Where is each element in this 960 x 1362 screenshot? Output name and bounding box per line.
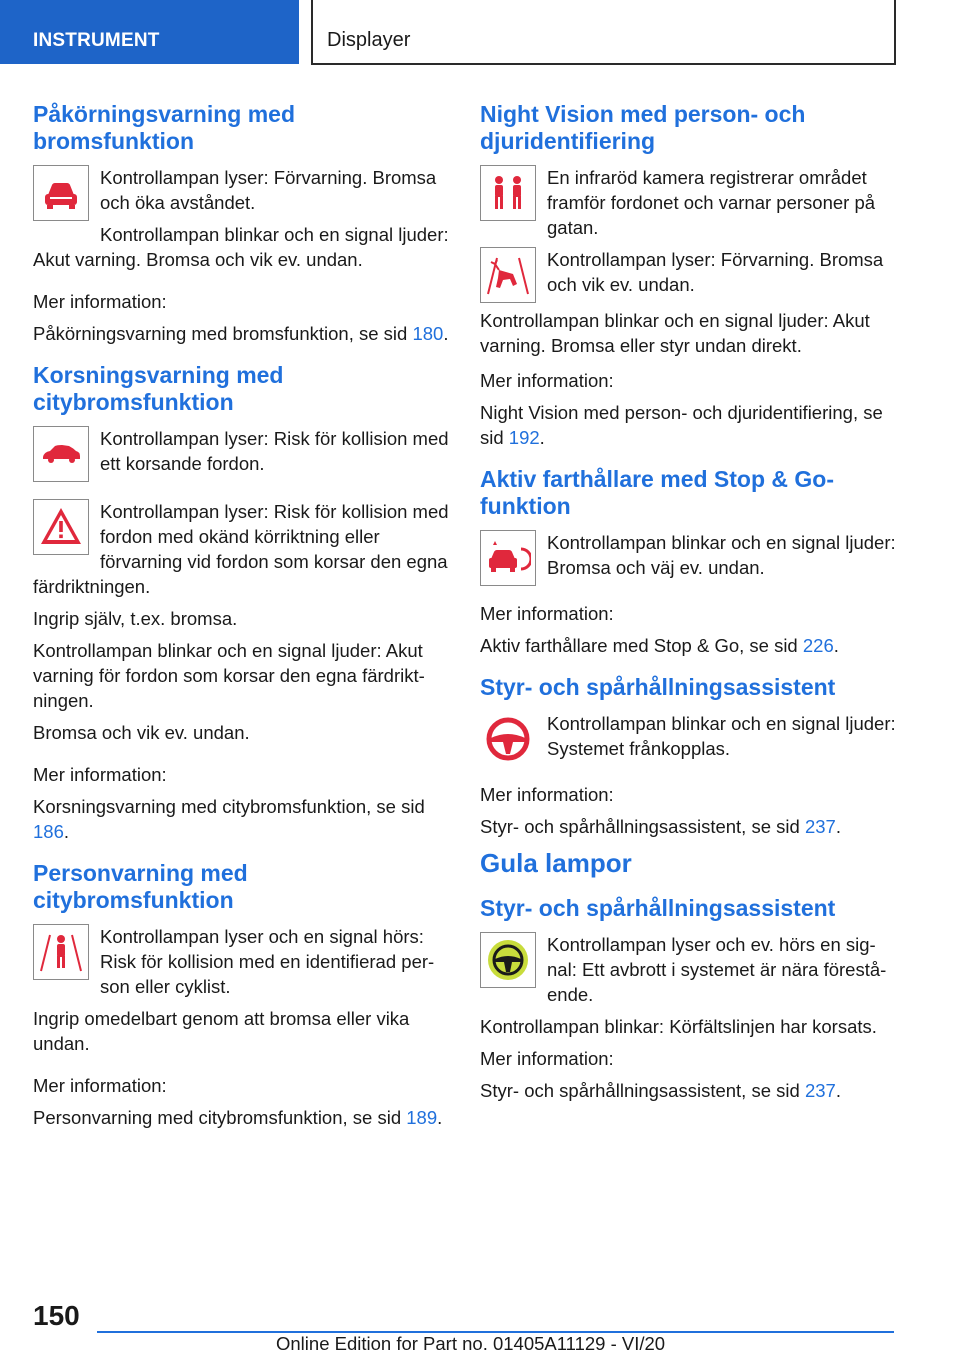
page-link[interactable]: 180 <box>412 323 444 344</box>
page-reference: Night Vision med person- och djuridentifiering, se sid 192. <box>480 402 883 448</box>
heading-night-vision: Night Vision med person- och djuridentifiering <box>480 101 806 154</box>
steering-wheel-red-icon <box>480 711 536 767</box>
heading-styr-spar-yellow: Styr- och spårhållningsassistent <box>480 895 836 921</box>
more-info-label: Mer information: <box>33 291 167 312</box>
chapter-tab <box>311 0 896 65</box>
page-reference: Styr- och spårhållningsassistent, se sid 237. <box>480 1080 841 1101</box>
text: Kontrollampan lyser och en signal hörs: Risk för kollision med en identifierad per-son eller cyklist. <box>100 926 435 997</box>
page-link[interactable]: 186 <box>33 821 64 842</box>
text: Ingrip omedelbart genom att bromsa eller vika undan. <box>33 1008 410 1054</box>
text: Kontrollampan blinkar och en signal ljuder: Akut varning. Bromsa eller styr undan direkt. <box>480 310 870 356</box>
heading-styr-spar-red: Styr- och spårhållningsassistent <box>480 674 836 700</box>
heading-korsningsvarning: Korsningsvarning med citybromsfunktion <box>33 362 284 415</box>
heading-personvarning: Personvarning med citybromsfunktion <box>33 860 248 913</box>
text: Kontrollampan lyser: Risk för kollision med ett korsande fordon. <box>100 428 449 474</box>
page-reference: Styr- och spårhållningsassistent, se sid 237. <box>480 816 841 837</box>
page-link[interactable]: 237 <box>804 1080 836 1101</box>
text: Kontrollampan blinkar: Körfältslinjen har korsats. <box>480 1016 877 1037</box>
text: Kontrollampan lyser och ev. hörs en sig-nal: Ett avbrott i systemet är nära förestå-ende. <box>547 934 887 1005</box>
text: Kontrollampan lyser: Förvarning. Bromsa och öka avståndet. <box>100 167 437 213</box>
car-side-warning-icon <box>33 426 89 482</box>
page-reference: Personvarning med citybromsfunktion, se sid 189. <box>33 1107 443 1128</box>
warning-triangle-icon <box>33 499 89 555</box>
page-reference: Påkörningsvarning med bromsfunktion, se sid 180. <box>33 323 449 344</box>
text: Kontrollampan blinkar och en signal ljuder: Systemet frånkopplas. <box>547 713 896 759</box>
more-info-label: Mer information: <box>33 1075 167 1096</box>
text: Kontrollampan blinkar och en signal ljuder: Akut varning. Bromsa och vik ev. undan. <box>33 224 449 270</box>
text: Kontrollampan lyser: Förvarning. Bromsa och vik ev. undan. <box>547 249 884 295</box>
page-reference: Korsningsvarning med citybromsfunktion, se sid 186. <box>33 796 425 842</box>
car-front-warning-icon <box>33 165 89 221</box>
more-info-label: Mer information: <box>33 764 167 785</box>
page-link[interactable]: 189 <box>406 1107 438 1128</box>
page-link[interactable]: 226 <box>802 635 834 656</box>
page-number: 150 <box>33 1300 80 1331</box>
cruise-control-warning-icon <box>480 530 536 586</box>
two-persons-icon <box>480 165 536 221</box>
chapter-title: Displayer <box>327 29 411 51</box>
text: Kontrollampan blinkar och en signal ljuder: Akut varning för fordon som korsar den egna färdrikt-ningen. <box>33 640 425 711</box>
text: Kontrollampan lyser: Risk för kollision med fordon med okänd körriktning eller förvarning vid fordon som korsar den egna färdriktningen. <box>33 501 449 597</box>
pedestrian-warning-icon <box>33 924 89 980</box>
text: Kontrollampan blinkar och en signal ljuder: Bromsa och väj ev. undan. <box>547 532 896 578</box>
page-link[interactable]: 192 <box>508 427 540 448</box>
heading-pakorningsvarning: Påkörningsvarning med bromsfunktion <box>33 101 296 154</box>
heading-gula-lampor: Gula lampor <box>480 848 632 878</box>
page-reference: Aktiv farthållare med Stop & Go, se sid 226. <box>480 635 839 656</box>
edition-note: Online Edition for Part no. 01405A11129 - VI/20 <box>276 1333 666 1354</box>
heading-aktiv-farthallare: Aktiv farthållare med Stop & Go-funktion <box>480 466 835 519</box>
steering-wheel-yellow-icon <box>480 932 536 988</box>
section-title: INSTRUMENT <box>33 30 160 51</box>
more-info-label: Mer information: <box>480 784 614 805</box>
left-column <box>33 101 453 1137</box>
text: Ingrip själv, t.ex. bromsa. <box>33 608 238 629</box>
deer-warning-icon <box>480 247 536 303</box>
page-link[interactable]: 237 <box>804 816 836 837</box>
right-column <box>480 101 900 1110</box>
text: En infraröd kamera registrerar området framför fordonet och varnar personer på gatan. <box>547 167 876 238</box>
more-info-label: Mer information: <box>480 603 614 624</box>
more-info-label: Mer information: <box>480 370 614 391</box>
more-info-label: Mer information: <box>480 1048 614 1069</box>
text: Bromsa och vik ev. undan. <box>33 722 250 743</box>
section-tab <box>0 0 299 64</box>
